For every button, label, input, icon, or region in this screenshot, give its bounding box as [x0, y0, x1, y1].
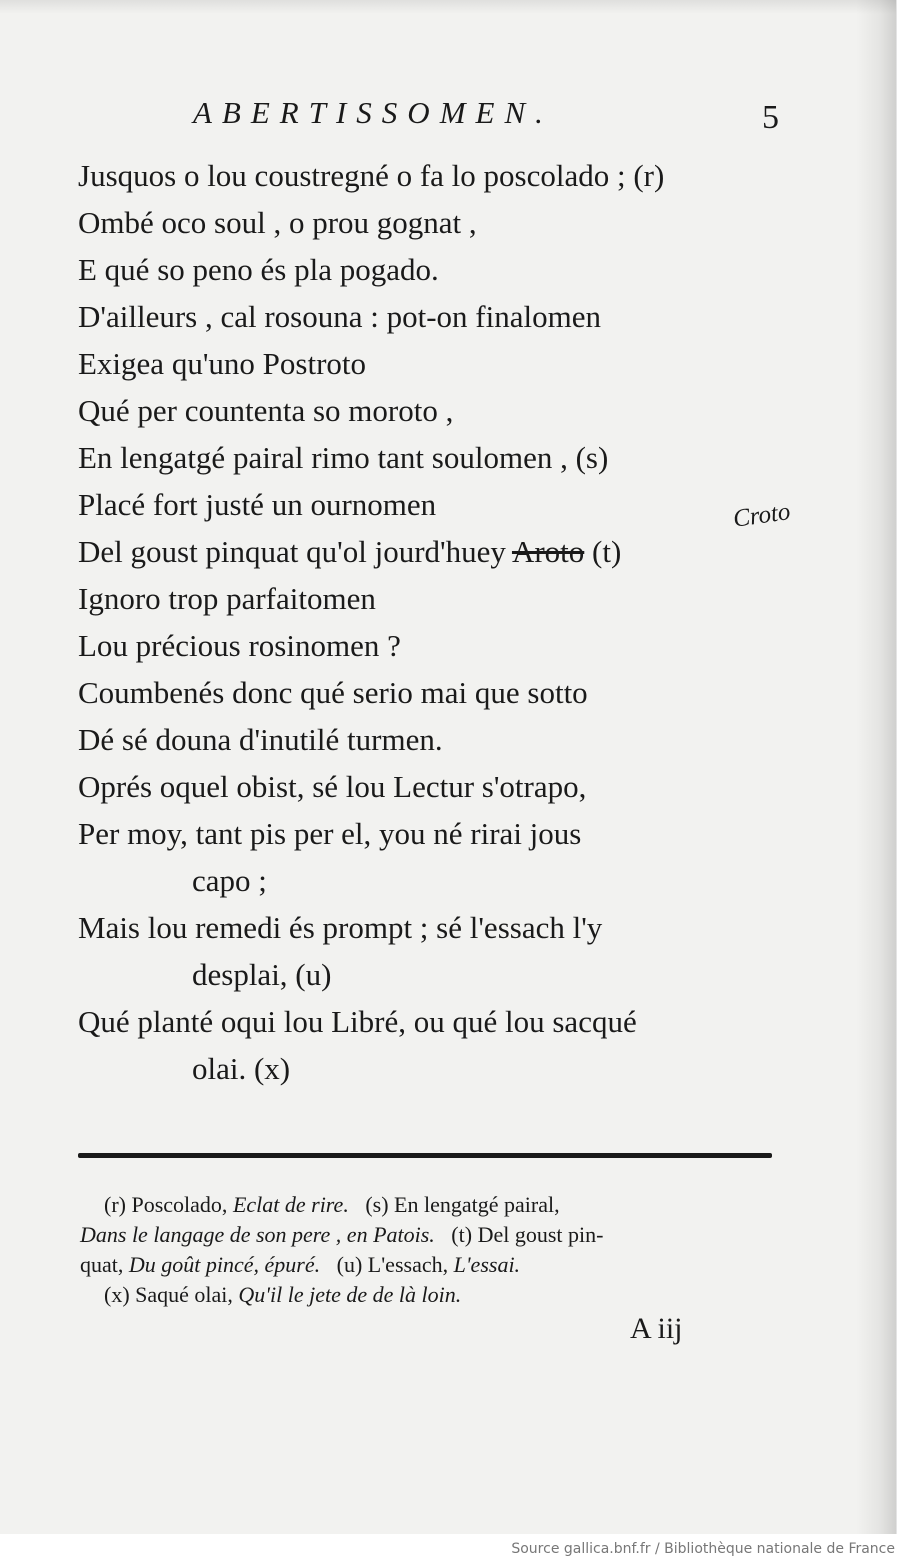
- verse-line: Qué per countenta so moroto ,: [78, 393, 454, 428]
- verse-line: Exigea qu'uno Postroto: [78, 346, 367, 381]
- signature-mark: A iij: [630, 1312, 683, 1345]
- footnotes: [80, 1190, 790, 1310]
- footnote-word: Saqué olai,: [135, 1282, 233, 1307]
- footnote-mark: (x): [104, 1282, 130, 1307]
- source-credit: Source gallica.bnf.fr / Bibliothèque nationale de France: [511, 1541, 895, 1557]
- verse-block: [78, 152, 793, 1092]
- footnote-gloss: Eclat de rire.: [232, 1192, 349, 1217]
- footnote-mark: (t): [451, 1222, 473, 1247]
- verse-line-text: Del goust pinquat qu'ol jourd'huey: [78, 534, 512, 569]
- verse-line: Coumbenés donc qué serio mai que sotto: [78, 675, 588, 710]
- verse-line: E qué so peno és pla pogado.: [78, 252, 439, 287]
- footnote-line: [80, 1280, 790, 1310]
- footnote-word: L'essach,: [367, 1252, 449, 1277]
- footnote-rule: [78, 1153, 772, 1158]
- verse-line: Dé sé douna d'inutilé turmen.: [78, 722, 443, 757]
- footnote-word: quat,: [80, 1252, 124, 1277]
- verse-line-continuation: desplai, (u): [192, 957, 332, 992]
- footnote-gloss: Du goût pincé, épuré.: [128, 1252, 321, 1277]
- footnote-word: Del goust pin-: [477, 1222, 604, 1247]
- footnote-mark: (s): [365, 1192, 389, 1217]
- footnote-gloss: L'essai.: [453, 1252, 521, 1277]
- footnote-mark: (r): [104, 1192, 126, 1217]
- verse-line: Ombé oco soul , o prou gognat ,: [78, 205, 477, 240]
- footnote-line: [80, 1190, 790, 1220]
- verse-line: Qué planté oqui lou Libré, ou qué lou sacqué: [78, 1004, 637, 1039]
- verse-line-continuation: capo ;: [192, 863, 267, 898]
- verse-line: En lengatgé pairal rimo tant soulomen , (s): [78, 440, 609, 475]
- verse-line: Lou précious rosinomen ?: [78, 628, 401, 663]
- footnote-gloss: Qu'il le jete de de là loin.: [238, 1282, 462, 1307]
- page-header: [0, 95, 896, 139]
- handwritten-correction: Croto: [731, 498, 793, 533]
- verse-line-continuation: olai. (x): [192, 1051, 291, 1086]
- footnote-line: [80, 1250, 790, 1280]
- verse-line: Ignoro trop parfaitomen: [78, 581, 376, 616]
- struck-word: Aroto: [511, 534, 585, 569]
- verse-line: Per moy, tant pis per el, you né rirai jous: [78, 816, 582, 851]
- verse-line-note-mark: (t): [584, 534, 622, 569]
- page-edge-shadow: [856, 0, 896, 1534]
- footnote-gloss: Dans le langage de son pere , en Patois.: [80, 1222, 435, 1247]
- footnote-word: Poscolado,: [131, 1192, 228, 1217]
- running-title: ABERTISSOMEN.: [193, 95, 553, 130]
- footnote-line: [80, 1220, 790, 1250]
- page-top-shadow: [0, 0, 896, 14]
- verse-line: D'ailleurs , cal rosouna : pot-on finalomen: [78, 299, 601, 334]
- verse-line: Oprés oquel obist, sé lou Lectur s'otrapo,: [78, 769, 587, 804]
- verse-line: Mais lou remedi és prompt ; sé l'essach l'y: [78, 910, 603, 945]
- verse-line: Placé fort justé un ournomen: [78, 487, 437, 522]
- footnote-mark: (u): [336, 1252, 363, 1277]
- verse-line: Jusquos o lou coustregné o fa lo poscolado ; (r): [78, 158, 665, 193]
- page-number: 5: [762, 99, 779, 136]
- footnote-word: En lengatgé pairal,: [394, 1192, 560, 1217]
